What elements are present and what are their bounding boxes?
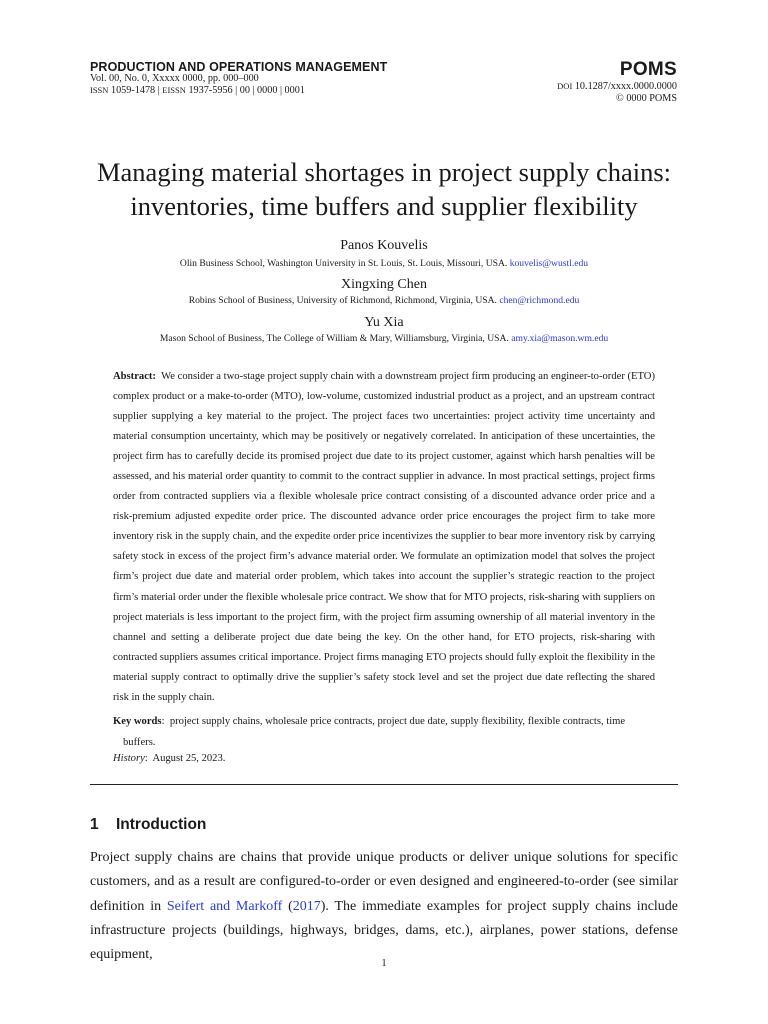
keywords-text: project supply chains, wholesale price contracts, project due date, supply flexibility, flexible contracts, time [169, 716, 626, 727]
affiliation-text: Robins School of Business, University of Richmond, Richmond, Virginia, USA. [188, 295, 497, 306]
section-heading [90, 816, 206, 834]
abstract-text: We consider a two-stage project supply chain with a downstream project firm producing an engineer-to-order (ETO) complex product or a make-to-order (MTO), low-volume, customized industrial product as a project, and an upstream contract supplier supplying a key material to the project. The project faces two uncertainties: project activity time uncertainty and material consumption uncertainty, which may be positively or negatively correlated. In anticipation of these uncertainties, the project firm has to carefully decide its promised project due date to its project customer, against which harsh penalties will be assessed, and his material order quantity to commit to the contract supplier in advance. In most practical settings, project firms order from contracted suppliers via a flexible wholesale price contract consisting of a discounted advance order price and a risk-premium adjusted expedite order price. The discounted advance order price encourages the project firm to take more inventory risk in the supply chain, and the expedite order price incentivizes the supplier to bear more inventory risk by carrying safety stock in excess of the project firm’s advance material order. We formulate an optimization model that solves the project firm’s project due date and material order problem, which takes into account the supplier’s strategic reaction to the project firm’s material order under the flexible wholesale price contract. We show that for MTO projects, risk-sharing with suppliers on project materials is less important to the project firm, with the project firm assuming ownership of all material inventory in the channel and setting a deliberate project due date being the key. On the other hand, for ETO projects, risk-sharing with contracted suppliers assumes critical importance. Project firms managing ETO projects should fully exploit the flexibility in the material supply contract to optimally drive the supplier’s safety stock level and set the project due date reflecting the shared risk in the supply chain. [113, 371, 655, 703]
author-affiliation [90, 295, 678, 306]
intro-text-before: Project supply chains are chains that provide unique products or deliver unique solutions for specific customers, and as a result are configured-to-order or even designed and engineered-to-order (see similar definition in [90, 850, 678, 914]
section-title: Introduction [116, 816, 207, 833]
poms-logo: POMS [619, 59, 677, 80]
doi-value: 10.1287/xxxx.0000.0000 [574, 81, 677, 92]
citation-authors-link[interactable]: Seifert and Markoff [166, 898, 283, 914]
introduction-paragraph: Project supply chains are chains that provide unique products or deliver unique solutions for specific customers, and as a result are configured-to-order or even designed and engineered-to-order (see similar definition in Seifert and Markoff (2017). The immediate examples for project supply chains include infrastructure projects (buildings, highways, bridges, dams, etc.), airplanes, power stations, defense equipment, [90, 850, 679, 963]
history-date: August 25, 2023. [152, 753, 226, 764]
author-name: Yu Xia [364, 315, 404, 330]
eissn-value: 1937-5956 | 00 | 0000 | 0001 [188, 84, 305, 96]
issn-line: ISSN 1059-1478 | EISSN 1937-5956 | 00 | 0000 | 0001 [90, 84, 305, 96]
abstract-label: Abstract: [113, 371, 156, 382]
doi-label: DOI [557, 81, 573, 91]
citation-year-link[interactable]: 2017 [292, 898, 321, 914]
issn-value: 1059-1478 [110, 84, 156, 96]
journal-meta [90, 73, 305, 96]
author-email-link[interactable]: amy.xia@mason.wm.edu [511, 333, 609, 344]
paper-title [90, 156, 678, 223]
issn-label: ISSN [90, 84, 109, 95]
history: History: August 25, 2023. [113, 753, 226, 764]
intro-text-after: ). The immediate examples for project supply chains include infrastructure projects (buildings, highways, bridges, dams, etc.), airplanes, power stations, defense equipment, [90, 898, 679, 963]
title-line-1: Managing material shortages in project supply chains: [96, 157, 672, 187]
author-name: Xingxing Chen [341, 277, 427, 292]
page-number: 1 [381, 958, 387, 969]
section-number: 1 [90, 816, 99, 833]
volume-line: Vol. 00, No. 0, Xxxxx 0000, pp. 000–000 [90, 73, 259, 84]
author-email-link[interactable]: chen@richmond.edu [499, 295, 580, 306]
copyright: © 0000 POMS [616, 92, 677, 104]
affiliation-text: Olin Business School, Washington University in St. Louis, St. Louis, Missouri, USA. [179, 258, 508, 269]
abstract [113, 367, 655, 708]
author-affiliation [90, 333, 678, 344]
title-line-2: inventories, time buffers and supplier flexibility [130, 190, 638, 221]
author-name: Panos Kouvelis [340, 238, 428, 253]
keywords-line: Key words: project supply chains, wholesale price contracts, project due date, supply flexibility, flexible contracts, time [113, 716, 626, 727]
keywords [113, 712, 655, 753]
doi-line [557, 81, 677, 93]
journal-name: PRODUCTION AND OPERATIONS MANAGEMENT [90, 60, 388, 74]
author-affiliation [90, 258, 678, 269]
author-email-link[interactable]: kouvelis@wustl.edu [509, 258, 589, 269]
eissn-label: EISSN [162, 84, 186, 95]
affiliation-text: Mason School of Business, The College of William & Mary, Williamsburg, Virginia, USA. [159, 333, 509, 344]
keywords-continuation: buffers. [123, 736, 156, 748]
history-label: History [113, 753, 145, 764]
keywords-label: Key words [113, 716, 162, 727]
poms-meta [557, 81, 677, 104]
section-divider [90, 784, 678, 785]
